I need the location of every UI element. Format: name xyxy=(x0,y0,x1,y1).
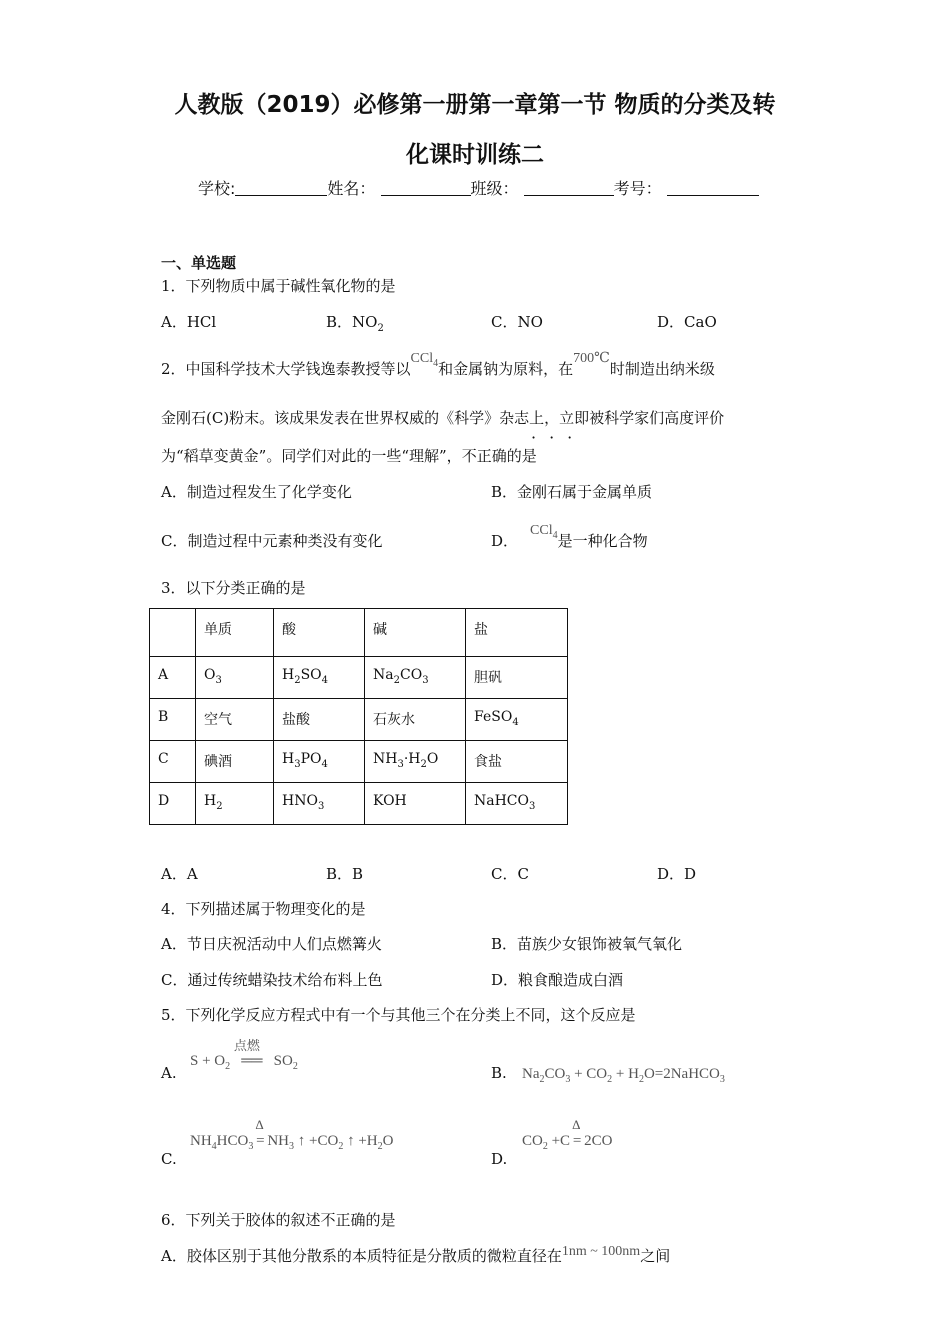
school-blank[interactable] xyxy=(235,181,327,196)
class-label: 班级： xyxy=(470,179,519,198)
q2-stem-line1: 2．中国科学技术大学钱逸泰教授等以CCl$_4$和金属钠为原料，在700℃时制造出纳米级 xyxy=(161,351,715,378)
table-cell: 盐酸 xyxy=(274,699,365,741)
q4-stem: 4．下列描述属于物理变化的是 xyxy=(161,900,366,918)
q3-stem: 3．以下分类正确的是 xyxy=(161,579,306,597)
section-heading: 一、单选题 xyxy=(161,254,237,272)
q1-option-c[interactable]: C．NO xyxy=(491,313,543,331)
q2-option-a[interactable]: A．制造过程发生了化学变化 xyxy=(161,483,352,501)
table-cell: D xyxy=(150,783,196,825)
q1-option-b[interactable]: B．$NO_2$ xyxy=(326,313,384,334)
table-cell: $NH_3\cdot H_2O$ xyxy=(365,741,466,783)
emphasized-not-correct: 不正确 xyxy=(461,447,507,465)
table-cell: $HNO_3$ xyxy=(274,783,365,825)
q5-equation-b: $Na_2CO_3 + CO_2$ + $H_2O=2NaHCO_3$ xyxy=(522,1066,725,1085)
ccl4-formula: CCl$_4$ xyxy=(410,351,439,369)
table-row xyxy=(150,699,568,741)
table-cell: 胆矾 xyxy=(466,657,568,699)
q2-stem-line3: 为“稻草变黄金”。同学们对此的一些“理解”，不正确的是 xyxy=(161,447,537,465)
table-row xyxy=(150,741,568,783)
q2-option-d[interactable]: D．CCl$_4$是一种化合物 xyxy=(491,523,648,550)
table-cell: 空气 xyxy=(196,699,274,741)
q5-equation-c: $NH_4HCO_3$ Δ = $NH_3$ ↑ $+CO_2$ ↑ $+H_2O$ xyxy=(190,1117,394,1152)
q2-stem-line2: 金刚石(C)粉末。该成果发表在世界权威的《科学》杂志上，立即被科学家们高度评价 xyxy=(161,409,725,427)
q5-option-d-label[interactable]: D. xyxy=(491,1150,508,1168)
q6-option-a[interactable]: A．胶体区别于其他分散系的本质特征是分散质的微粒直径在1nm ~ 100nm之间 xyxy=(161,1244,671,1265)
q5-equation-d: $CO_2 +C$ Δ = 2CO xyxy=(522,1117,613,1152)
table-row xyxy=(150,657,568,699)
exam-no-label: 考号： xyxy=(613,179,662,198)
q2-option-b[interactable]: B．金刚石属于金属单质 xyxy=(491,483,653,501)
classification-table xyxy=(149,608,568,825)
table-header-cell: 盐 xyxy=(466,609,568,657)
q4-option-a[interactable]: A．节日庆祝活动中人们点燃篝火 xyxy=(161,935,382,953)
page-title-line2: 化课时训练二 xyxy=(406,142,544,168)
table-cell: KOH xyxy=(365,783,466,825)
size-range: 1nm ~ 100nm xyxy=(561,1244,641,1259)
table-cell: C xyxy=(150,741,196,783)
table-cell: FeSO$_4$ xyxy=(466,699,568,741)
table-cell: 食盐 xyxy=(466,741,568,783)
table-cell: NaHCO$_3$ xyxy=(466,783,568,825)
table-header-row xyxy=(150,609,568,657)
q5-option-c-label[interactable]: C. xyxy=(161,1150,177,1168)
school-label: 学校: xyxy=(198,179,236,198)
table-cell: A xyxy=(150,657,196,699)
table-cell: $H_2$ xyxy=(196,783,274,825)
q4-option-c[interactable]: C．通过传统蜡染技术给布料上色 xyxy=(161,971,383,989)
student-info-line xyxy=(198,176,759,199)
emphasis-dots: ··· xyxy=(531,428,586,447)
table-row xyxy=(150,783,568,825)
q1-stem: 1．下列物质中属于碱性氧化物的是 xyxy=(161,277,396,295)
exam-no-blank[interactable] xyxy=(667,181,759,196)
table-cell: $O_3$ xyxy=(196,657,274,699)
q3-option-b[interactable]: B．B xyxy=(326,865,364,883)
temperature: 700℃ xyxy=(573,351,610,366)
q5-equation-a: $S + O_2$ 点燃 ══ $SO_2$ xyxy=(190,1038,298,1072)
ccl4-formula-d: CCl$_4$ xyxy=(530,523,558,541)
table-cell: $H_2SO_4$ xyxy=(274,657,365,699)
table-cell: B xyxy=(150,699,196,741)
q3-option-c[interactable]: C．C xyxy=(491,865,529,883)
q5-option-b-label[interactable]: B. xyxy=(491,1064,507,1082)
q5-stem: 5．下列化学反应方程式中有一个与其他三个在分类上不同，这个反应是 xyxy=(161,1006,636,1024)
q1-option-a[interactable]: A．HCl xyxy=(161,313,217,331)
q4-option-d[interactable]: D．粮食酿造成白酒 xyxy=(491,971,624,989)
q1-option-d[interactable]: D．CaO xyxy=(657,313,717,331)
page-title: 人教版（2019）必修第一册第一章第一节 物质的分类及转 xyxy=(174,92,776,118)
name-blank[interactable] xyxy=(381,181,471,196)
table-cell: $Na_2CO_3$ xyxy=(365,657,466,699)
q3-option-d[interactable]: D．D xyxy=(657,865,697,883)
table-header-cell xyxy=(150,609,196,657)
class-blank[interactable] xyxy=(524,181,614,196)
table-cell: 石灰水 xyxy=(365,699,466,741)
q5-option-a-label[interactable]: A. xyxy=(161,1064,177,1082)
name-label: 姓名： xyxy=(327,179,376,198)
table-header-cell: 酸 xyxy=(274,609,365,657)
q6-stem: 6．下列关于胶体的叙述不正确的是 xyxy=(161,1211,396,1229)
q4-option-b[interactable]: B．苗族少女银饰被氧气氧化 xyxy=(491,935,683,953)
table-header-cell: 单质 xyxy=(196,609,274,657)
table-header-cell: 碱 xyxy=(365,609,466,657)
table-cell: 碘酒 xyxy=(196,741,274,783)
q3-option-a[interactable]: A．A xyxy=(161,865,198,883)
table-cell: $H_3PO_4$ xyxy=(274,741,365,783)
q2-option-c[interactable]: C．制造过程中元素种类没有变化 xyxy=(161,532,383,550)
